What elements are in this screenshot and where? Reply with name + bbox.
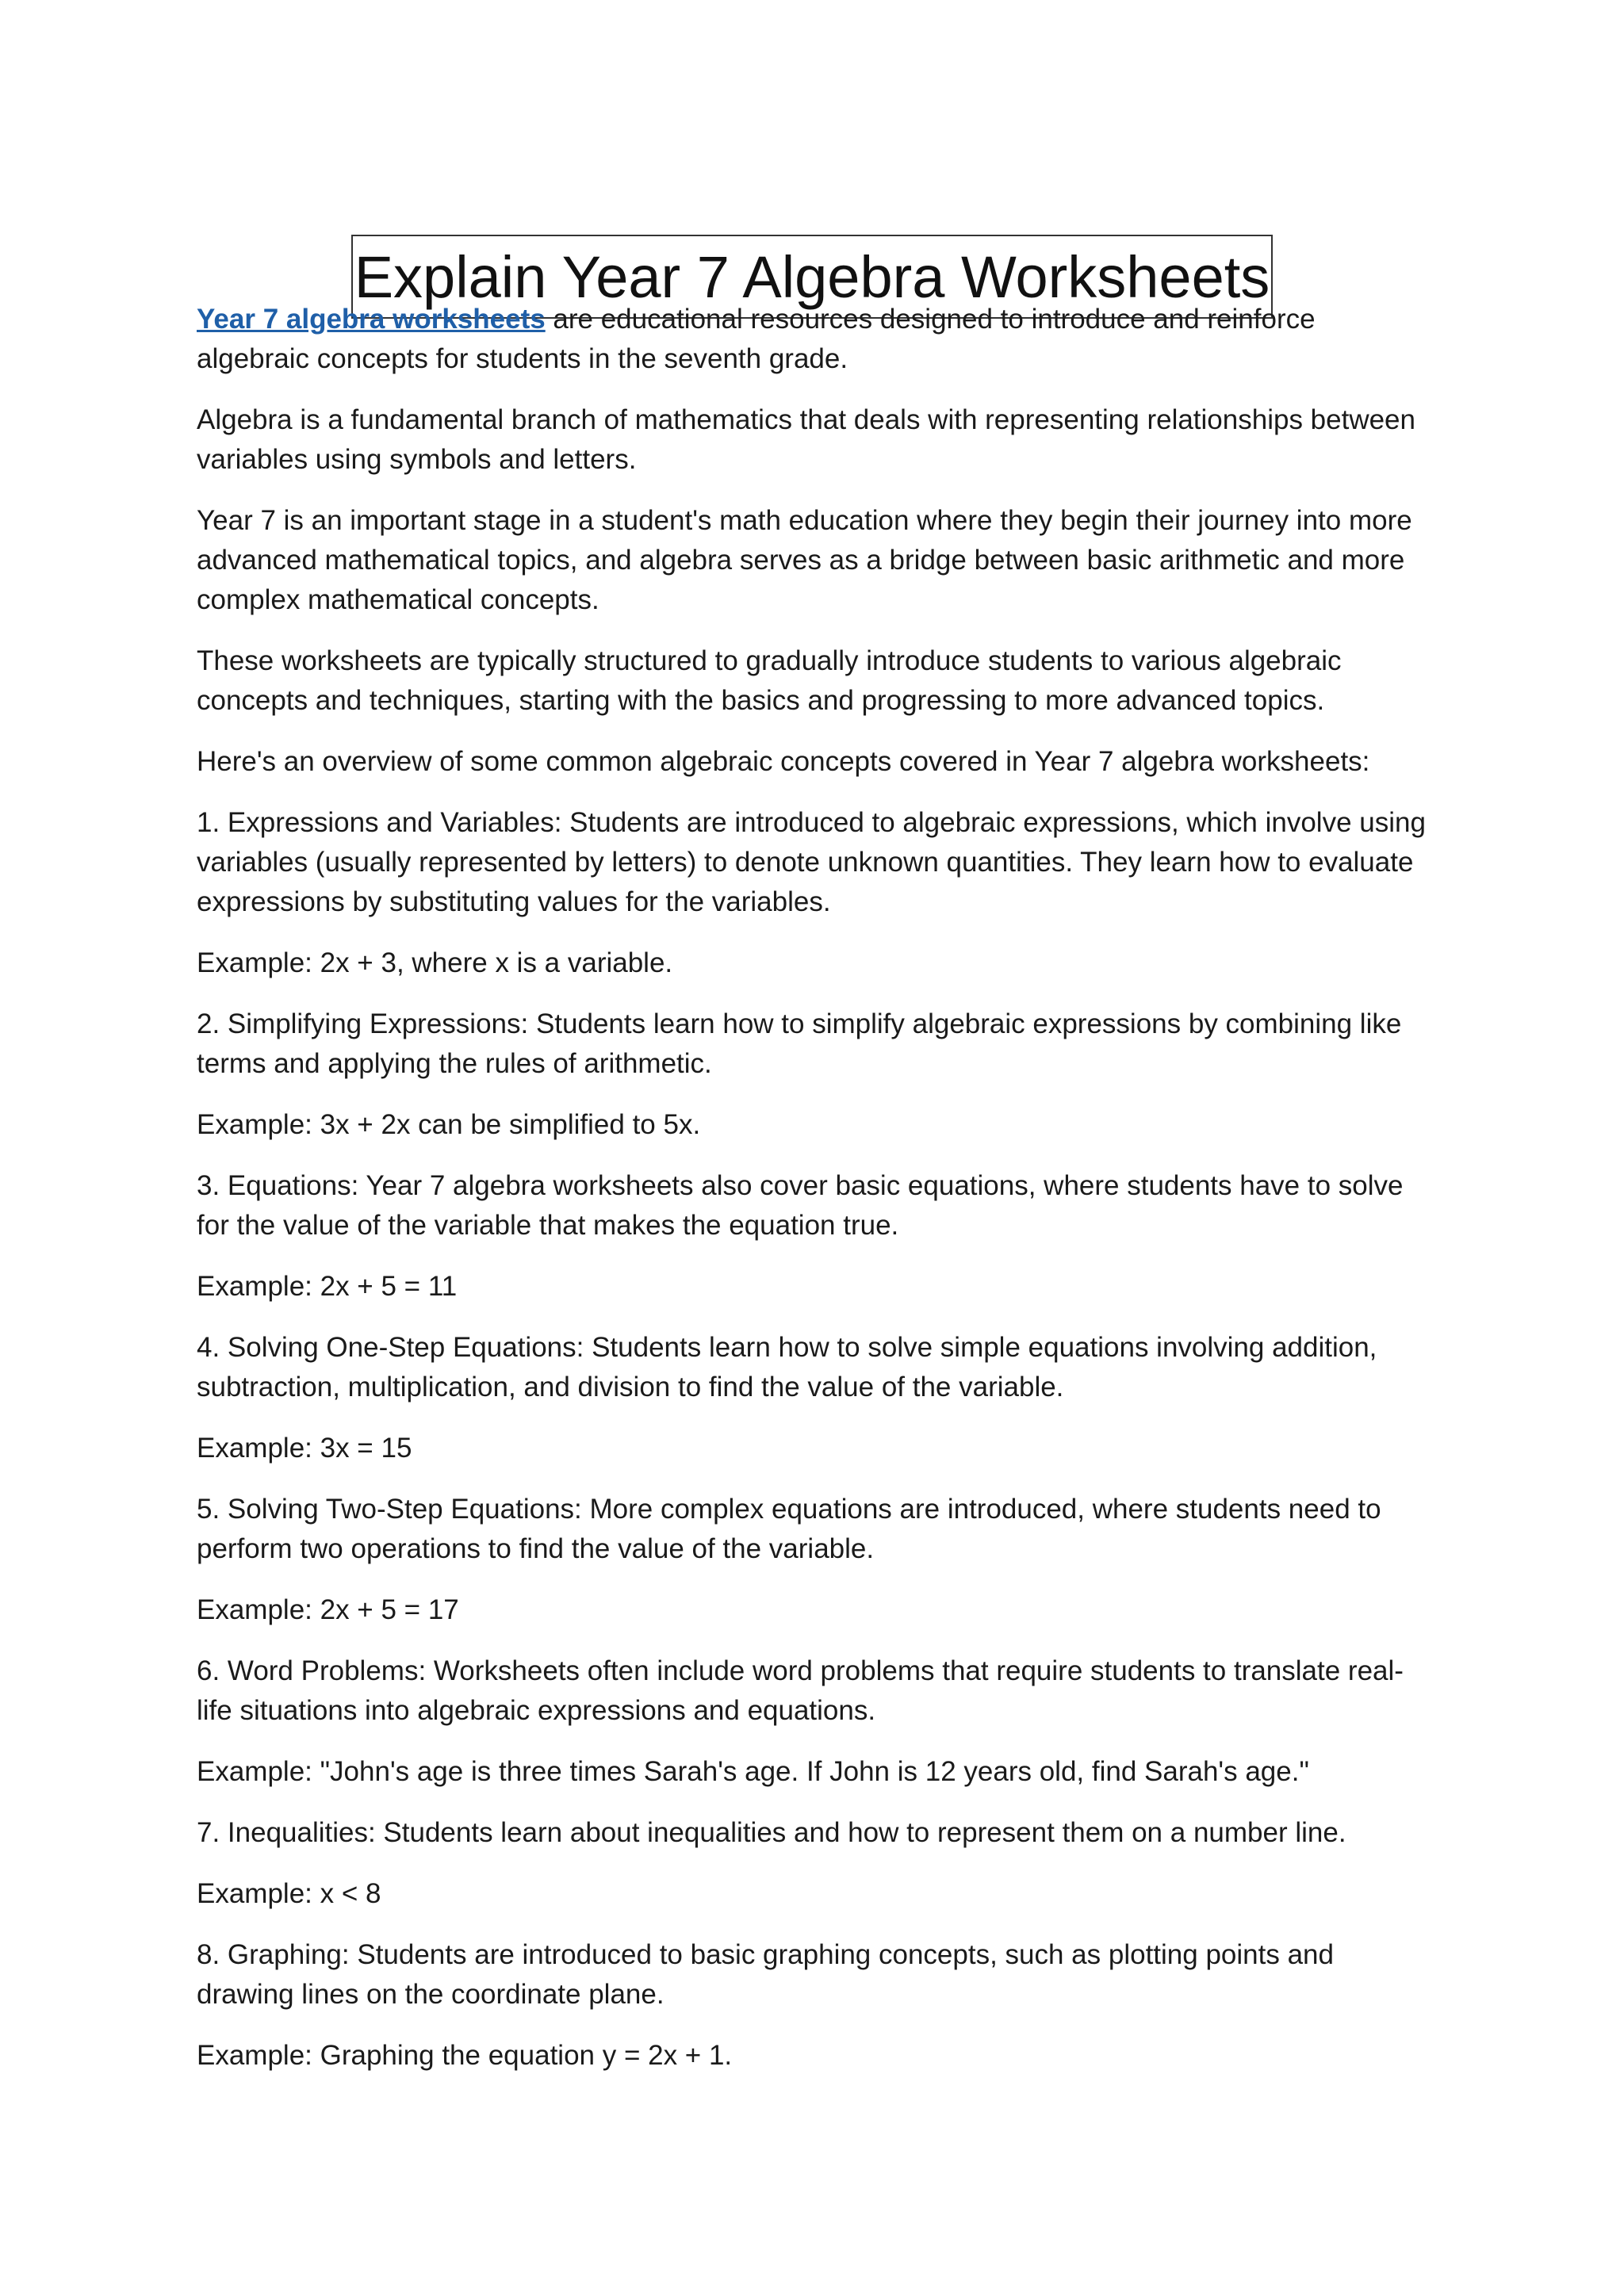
paragraph-worksheet-structure: These worksheets are typically structured to gradually introduce students to various algebraic concepts and techniques, starting with the basics and progressing to more advanced topics.: [197, 645, 1342, 716]
page-title: Explain Year 7 Algebra Worksheets: [351, 235, 1274, 319]
example-simplifying: Example: 3x + 2x can be simplified to 5x.: [197, 1109, 701, 1140]
intro-paragraph: [197, 300, 1434, 379]
example-graphing: Example: Graphing the equation y = 2x + 1.: [197, 2040, 733, 2071]
item-graphing: 8. Graphing: Students are introduced to basic graphing concepts, such as plotting points and drawing lines on the coordinate plane.: [197, 1939, 1334, 2010]
example-one-step: Example: 3x = 15: [197, 1433, 412, 1464]
item-two-step-equations: 5. Solving Two-Step Equations: More complex equations are introduced, where students need to perform two operations to find the value of the variable.: [197, 1494, 1381, 1564]
item-equations: 3. Equations: Year 7 algebra worksheets also cover basic equations, where students have to solve for the value of the variable that makes the equation true.: [197, 1170, 1404, 1241]
item-inequalities: 7. Inequalities: Students learn about inequalities and how to represent them on a number line.: [197, 1817, 1346, 1848]
paragraph-year7-stage: Year 7 is an important stage in a student's math education where they begin their journey into more advanced mathematical topics, and algebra serves as a bridge between basic arithmetic and more complex mathematical concepts.: [197, 505, 1412, 615]
item-word-problems: 6. Word Problems: Worksheets often include word problems that require students to translate real-life situations into algebraic expressions and equations.: [197, 1655, 1404, 1726]
item-one-step-equations: 4. Solving One-Step Equations: Students learn how to solve simple equations involving addition, subtraction, multiplication, and division to find the value of the variable.: [197, 1332, 1377, 1402]
example-word-problem: Example: "John's age is three times Sarah's age. If John is 12 years old, find Sarah's age.": [197, 1756, 1309, 1787]
document-body: [197, 300, 1434, 2097]
item-simplifying-expressions: 2. Simplifying Expressions: Students learn how to simplify algebraic expressions by combining like terms and applying the rules of arithmetic.: [197, 1008, 1402, 1079]
year7-worksheets-link[interactable]: Year 7 algebra worksheets: [197, 304, 546, 335]
paragraph-algebra-definition: Algebra is a fundamental branch of mathematics that deals with representing relationships between variables using symbols and letters.: [197, 404, 1415, 475]
example-expressions: Example: 2x + 3, where x is a variable.: [197, 947, 673, 978]
intro-paragraph-text: are educational resources designed to introduce and reinforce algebraic concepts for students in the seventh grade.: [197, 304, 1316, 374]
item-expressions-variables: 1. Expressions and Variables: Students are introduced to algebraic expressions, which involve using variables (usually represented by letters) to denote unknown quantities. They learn how to evaluate expressions by substituting values for the variables.: [197, 807, 1426, 917]
example-inequality: Example: x < 8: [197, 1878, 381, 1909]
paragraph-overview: Here's an overview of some common algebraic concepts covered in Year 7 algebra worksheets:: [197, 746, 1370, 777]
example-two-step: Example: 2x + 5 = 17: [197, 1594, 459, 1625]
example-equations: Example: 2x + 5 = 11: [197, 1271, 458, 1302]
